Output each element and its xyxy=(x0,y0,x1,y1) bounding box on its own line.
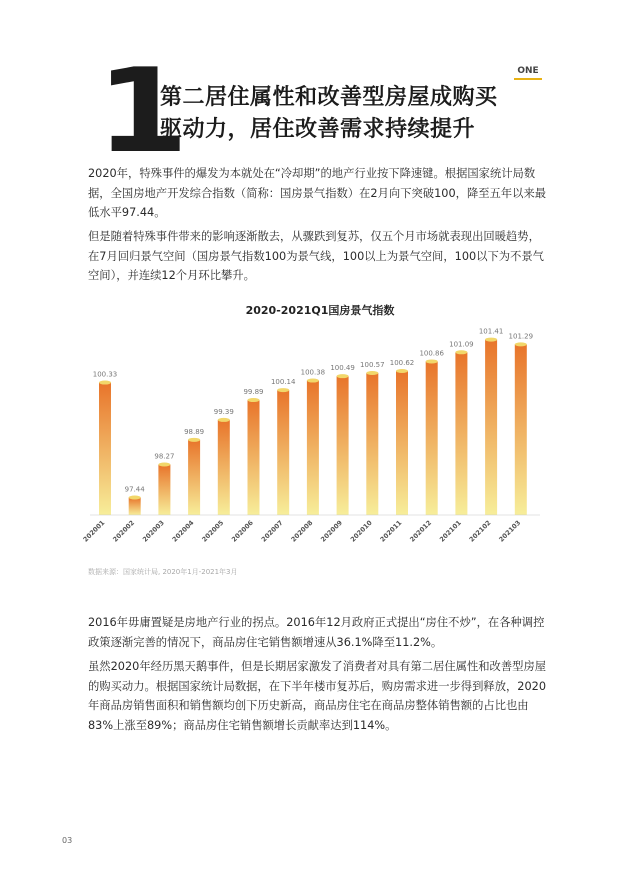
value-label-202102: 101.41 xyxy=(478,327,504,336)
bar-cap-202009 xyxy=(337,374,349,378)
x-tick-label-202101: 202101 xyxy=(437,518,463,544)
paragraph-2: 但是随着特殊事件带来的影响逐渐散去，从骤跌到复苏，仅五个月市场就表现出回暖趋势，在7月回归景气空间（国房景气指数100为景气线，100以上为景气空间，100以下为不景气空间），并连续12个月环比攀升。 xyxy=(88,230,544,282)
x-tick-label-202003: 202003 xyxy=(140,518,166,544)
value-label-202012: 100.86 xyxy=(419,349,444,358)
value-label-202011: 100.62 xyxy=(389,359,415,368)
section-heading-line2: 驱动力，居住改善需求持续提升 xyxy=(160,117,476,142)
paragraph-4: 虽然2020年经历黑天鹅事件，但是长期居家激发了消费者对具有第二居住属性和改善型房屋的购买动力。根据国家统计局数据，在下半年楼市复苏后，购房需求进一步得到释放，2020年商品房销售面积和销售额均创下历史新高，商品房住宅在商品房整体销售额的占比也由83%上涨至89%；商品房住宅销售额增长贡献率达到114%。 xyxy=(88,660,547,732)
bar-202002 xyxy=(129,497,141,515)
source-note: 数据来源：国家统计局, 2020年1月-2021年3月 xyxy=(88,568,238,576)
section-heading-line1: 第二居住属性和改善型房屋成购买 xyxy=(160,85,498,110)
bar-cap-202004 xyxy=(188,438,200,442)
bar-202005 xyxy=(218,420,230,515)
bar-cap-202001 xyxy=(99,381,111,385)
bar-202001 xyxy=(99,383,111,515)
bar-202103 xyxy=(515,344,527,515)
x-tick-label-202006: 202006 xyxy=(230,518,255,544)
bar-202010 xyxy=(366,373,378,515)
x-tick-label-202012: 202012 xyxy=(408,518,434,544)
value-label-202004: 98.89 xyxy=(184,427,205,436)
section-tag-underline xyxy=(514,78,542,80)
bar-cap-202101 xyxy=(455,350,467,354)
value-label-202101: 101.09 xyxy=(449,340,474,349)
section-tag xyxy=(514,66,542,80)
value-label-202002: 97.44 xyxy=(124,485,145,494)
x-tick-label-202009: 202009 xyxy=(319,518,345,544)
x-tick-label-202103: 202103 xyxy=(497,518,523,544)
chart-title: 2020-2021Q1国房景气指数 xyxy=(245,304,395,317)
x-tick-label-202010: 202010 xyxy=(348,518,374,544)
bar-cap-202002 xyxy=(129,495,141,499)
x-tick-label-202005: 202005 xyxy=(200,518,226,544)
bar-202009 xyxy=(337,376,349,515)
bar-202101 xyxy=(455,352,467,515)
value-label-202005: 99.39 xyxy=(213,407,234,416)
section-tag-label: ONE xyxy=(517,66,539,76)
x-tick-label-202011: 202011 xyxy=(378,518,404,544)
x-tick-label-202008: 202008 xyxy=(289,518,315,544)
x-tick-label-202002: 202002 xyxy=(111,518,137,544)
bar-202004 xyxy=(188,440,200,515)
bar-cap-202011 xyxy=(396,369,408,373)
paragraph-3: 2016年毋庸置疑是房地产行业的拐点。2016年12月政府正式提出“房住不炒”，在各种调控政策逐渐完善的情况下，商品房住宅销售额增速从36.1%降至11.2%。 xyxy=(88,616,545,649)
bar-202006 xyxy=(248,400,260,515)
bar-cap-202012 xyxy=(426,359,438,363)
bar-cap-202010 xyxy=(366,371,378,375)
value-label-202008: 100.38 xyxy=(300,368,326,377)
bar-chart xyxy=(80,296,550,558)
section-heading xyxy=(160,82,498,146)
x-tick-label-202001: 202001 xyxy=(81,518,107,544)
bar-cap-202008 xyxy=(307,379,319,383)
bar-cap-202003 xyxy=(158,462,170,466)
value-label-202001: 100.33 xyxy=(92,370,118,379)
bar-202102 xyxy=(485,340,497,515)
bar-202008 xyxy=(307,381,319,515)
value-label-202010: 100.57 xyxy=(360,360,385,369)
value-label-202003: 98.27 xyxy=(154,452,175,461)
x-tick-label-202102: 202102 xyxy=(467,518,493,544)
x-tick-label-202007: 202007 xyxy=(259,518,285,544)
section-number: 1 xyxy=(96,44,189,179)
bar-cap-202006 xyxy=(248,398,260,402)
page-number: 03 xyxy=(62,836,73,845)
value-label-202009: 100.49 xyxy=(330,364,355,373)
paragraph-1: 2020年，特殊事件的爆发为本就处在“冷却期”的地产行业按下降速键。根据国家统计局数据，全国房地产开发综合指数（简称：国房景气指数）在2月向下突破100，降至五年以来最低水平97.44。 xyxy=(88,167,547,219)
value-label-202007: 100.14 xyxy=(270,378,296,387)
bar-202003 xyxy=(158,464,170,515)
bar-cap-202007 xyxy=(277,388,289,392)
bar-cap-202005 xyxy=(218,418,230,422)
bar-202012 xyxy=(426,361,438,515)
bar-cap-202102 xyxy=(485,338,497,342)
x-tick-label-202004: 202004 xyxy=(170,518,196,544)
value-label-202103: 101.29 xyxy=(508,332,534,341)
bar-202011 xyxy=(396,371,408,515)
value-label-202006: 99.89 xyxy=(243,388,264,397)
bar-cap-202103 xyxy=(515,342,527,346)
bar-202007 xyxy=(277,390,289,515)
